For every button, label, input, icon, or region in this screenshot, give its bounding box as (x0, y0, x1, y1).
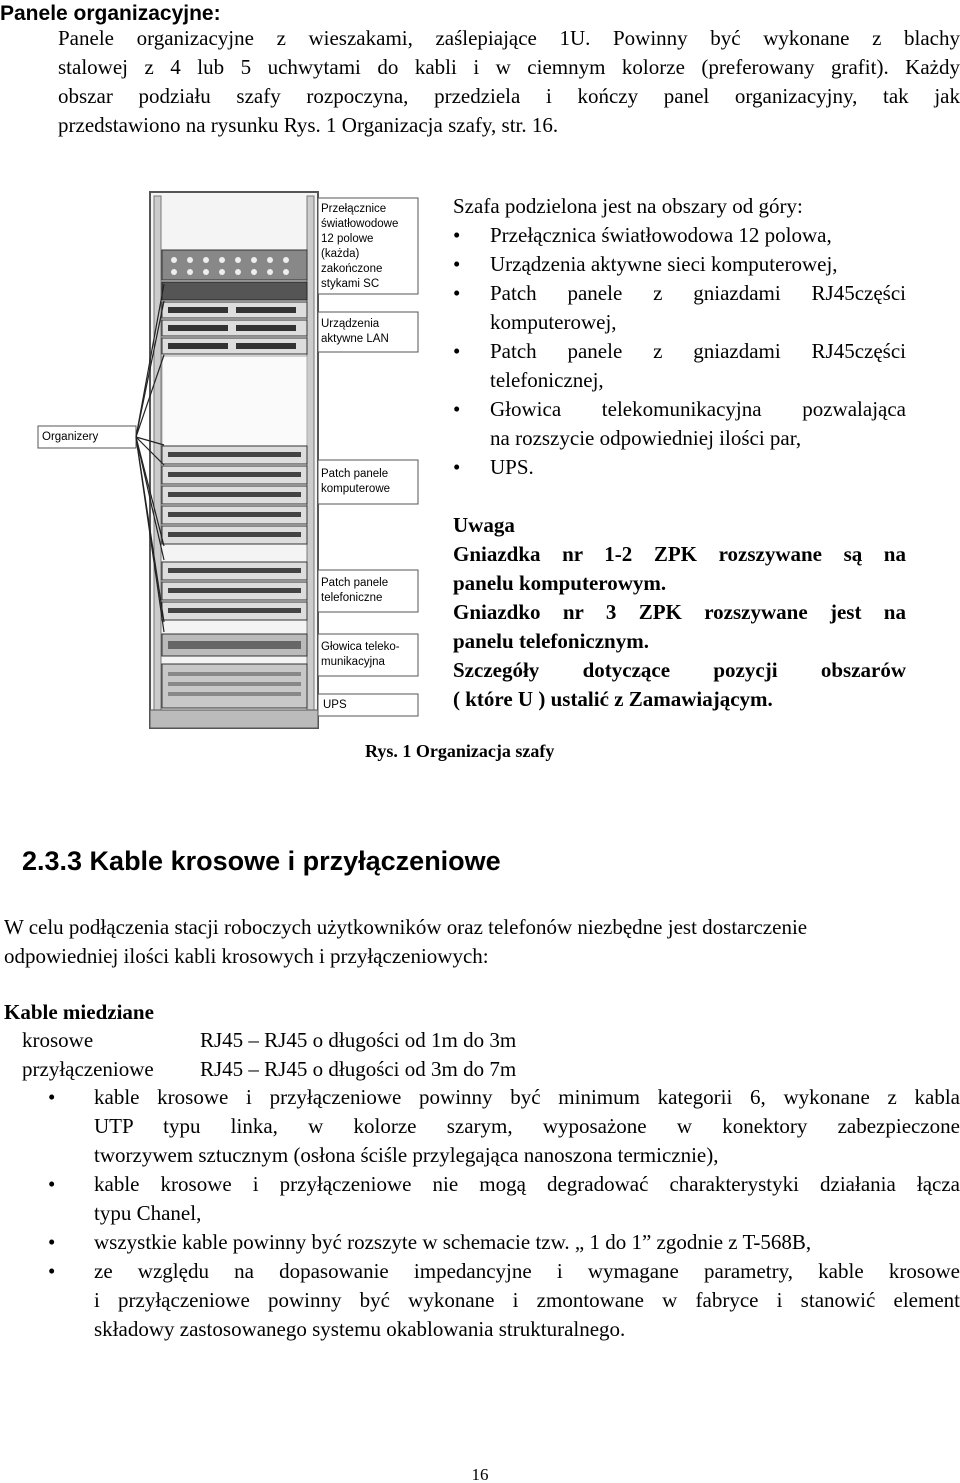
label-ups: UPS (323, 699, 347, 711)
paragraph-line: odpowiedniej ilości kabli krosowych i przyłączeniowych: (4, 944, 489, 968)
intro-line: obszar podziału szafy rozpoczyna, przedziela i kończy panel organizacyjny, tak jak (58, 84, 960, 108)
copper-row-patch (22, 1026, 516, 1055)
copper-row-key: krosowe (22, 1028, 94, 1052)
list-item: • Urządzenia aktywne sieci komputerowej, (453, 252, 838, 276)
note-line: Gniazdka nr 1-2 ZPK rozszywane są na (453, 542, 906, 566)
label-phone-patch: Patch panele telefoniczne (321, 577, 389, 604)
paragraph-line: W celu podłączenia stacji roboczych użytkowników oraz telefonów niezbędne jest dostarczenie (4, 915, 808, 939)
note-line: ( które U ) ustalić z Zamawiającym. (453, 687, 773, 711)
cables-paragraph (4, 913, 954, 971)
intro-paragraph (58, 24, 960, 140)
note-line: Gniazdko nr 3 ZPK rozszywane jest na (453, 600, 906, 624)
list-item: • Patch panele z gniazdami RJ45części komputerowej, (453, 281, 906, 334)
note-title: Uwaga (453, 513, 515, 537)
intro-line: Panele organizacyjne z wieszakami, zaślepiające 1U. Powinny być wykonane z blachy (58, 26, 960, 50)
copper-cables-heading: Kable miedziane (4, 1000, 154, 1024)
list-item: • kable krosowe i przyłączeniowe nie mogą degradować charakterystyki działania łącza typu Chanel, (48, 1172, 960, 1225)
list-item: • ze względu na dopasowanie impedancyjne i wymagane parametry, kable krosowe i przyłączeniowe powinny być wykonane i zmontowane w fabryce i stanowić element składowy zastosowanego systemu okablowania strukturalnego. (48, 1259, 960, 1341)
list-item: • kable krosowe i przyłączeniowe powinny być minimum kategorii 6, wykonane z kabla UTP typu linka, w kolorze szarym, wyposażone w konektory zabezpieczone tworzywem sztucznym (osłona ściśle przylegająca nanoszona termicznie), (48, 1085, 960, 1167)
note-line: panelu telefonicznym. (453, 629, 649, 653)
label-telecom-head: Głowica teleko- munikacyjna (321, 641, 400, 668)
copper-row-key: przyłączeniowe (22, 1057, 154, 1081)
lan-devices (162, 302, 307, 354)
section-heading: Panele organizacyjne: (0, 2, 221, 25)
list-item: • Przełącznica światłowodowa 12 polowa, (453, 223, 832, 247)
note-line: panelu komputerowym. (453, 571, 667, 595)
copper-row-connection (22, 1055, 516, 1084)
rack-description (453, 192, 906, 482)
cable-requirements-list (48, 1083, 960, 1344)
page-number: 16 (471, 1465, 489, 1483)
rack-areas-list (453, 221, 906, 482)
copper-row-value: RJ45 – RJ45 o długości od 1m do 3m (200, 1028, 517, 1052)
note-block (453, 511, 906, 714)
label-fiber-switches: Przełącznice światłowodowe 12 polowe (każda) zakończone stykami SC (321, 203, 399, 290)
list-item: • Głowica telekomunikacyjna pozwalająca na rozszycie odpowiedniej ilości par, (453, 397, 906, 450)
list-item: • UPS. (453, 455, 534, 479)
copper-row-value: RJ45 – RJ45 o długości od 3m do 7m (200, 1057, 517, 1081)
note-line: Szczegóły dotyczące pozycji obszarów (453, 658, 906, 682)
section-233-heading: 2.3.3 Kable krosowe i przyłączeniowe (22, 846, 501, 876)
rack-description-intro: Szafa podzielona jest na obszary od góry: (453, 194, 803, 218)
label-computer-patch: Patch panele komputerowe (321, 468, 391, 495)
list-item: • wszystkie kable powinny być rozszyte w schemacie tzw. „ 1 do 1” zgodnie z T-568B, (48, 1230, 812, 1254)
fiber-panels (162, 250, 307, 300)
intro-line: przedstawiono na rysunku Rys. 1 Organizacja szafy, str. 16. (58, 113, 559, 137)
label-lan-devices: Urządzenia aktywne LAN (321, 318, 389, 345)
list-item: • Patch panele z gniazdami RJ45części telefonicznej, (453, 339, 906, 392)
rack-figure (36, 190, 424, 730)
figure-caption: Rys. 1 Organizacja szafy (365, 741, 555, 761)
intro-line: stalowej z 4 lub 5 uchwytami do kabli i w ciemnym kolorze (preferowany grafit). Każdy (58, 55, 960, 79)
label-organizers: Organizery (42, 431, 99, 443)
